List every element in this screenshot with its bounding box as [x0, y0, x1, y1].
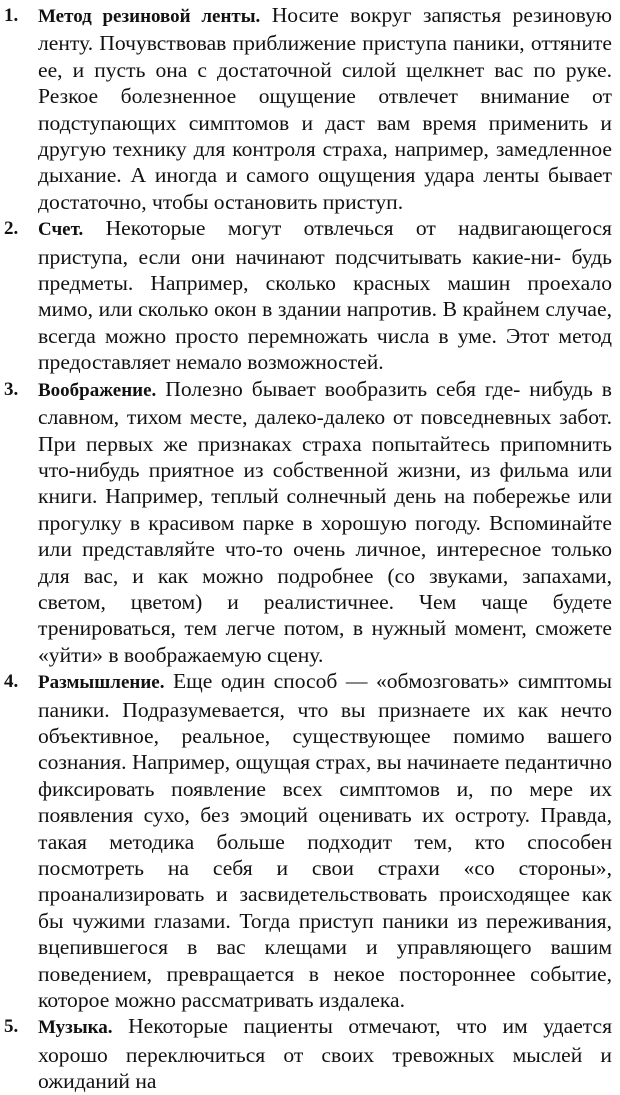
item-text — [38, 215, 612, 375]
list-item — [4, 376, 612, 668]
list-item — [4, 215, 612, 375]
list-item — [4, 1013, 612, 1094]
item-text — [38, 1013, 612, 1094]
item-text — [38, 376, 612, 668]
item-body: Носите вокруг запястья резиновую ленту. Почувствовав приближение приступа паники, оттяните ее, и пусть она с достаточной силой щелкнет вас по руке. Резкое болезненное ощущение отвлечет внимание от подступающих симптомов и даст вам время применить и другую технику для контроля страха, например, замедленное дыхание. А иногда и самого ощущения удара ленты бывает достаточно, чтобы остановить приступ. — [38, 3, 612, 214]
item-number: 4. — [4, 671, 19, 693]
item-term: Счет. — [38, 219, 84, 241]
item-term: Метод резиновой ленты. — [38, 6, 261, 27]
list-item — [4, 668, 612, 1013]
item-term: Размышление. — [38, 672, 165, 694]
item-text — [38, 2, 612, 215]
item-number: 5. — [4, 1016, 19, 1038]
item-number: 1. — [4, 5, 19, 26]
list-item — [4, 2, 612, 215]
item-term: Воображение. — [38, 379, 157, 401]
item-body: Некоторые могут отвлечься от надвигающегося приступа, если они начинают подсчитывать какие-ни- будь предметы. Например, сколько красных машин проехало мимо, или сколько окон в здании напротив. В крайнем случае, всегда можно просто перемножать числа в уме. Этот метод предоставляет немало возможностей. — [38, 216, 612, 375]
item-body: Полезно бывает вообразить себя где- нибудь в славном, тихом месте, далеко-далеко от повседневных забот. При первых же признаках страха попытайтесь припомнить что-нибудь приятное из собственной жизни, из фильма или книги. Например, теплый солнечный день на побережье или прогулку в красивом парке в хорошую погоду. Вспоминайте или представляйте что-то очень личное, интересное только для вас, и как можно подробнее (со звуками, запахами, светом, цветом) и реалистичнее. Чем чаще будете тренироваться, тем легче потом, в нужный момент, сможете «уйти» в воображаемую сцену. — [38, 376, 612, 667]
item-body: Еще один способ — «обмозговать» симптомы паники. Подразумевается, что вы признаете их как нечто объективное, реальное, существующее помимо вашего сознания. Например, ощущая страх, вы начинаете педантично фиксировать появление всех симптомов и, по мере их появления сухо, без эмоций оценивать их остроту. Правда, такая методика больше подходит тем, кто способен посмотреть на себя и свои страхи «со стороны», проанализировать и засвидетельствовать происходящее как бы чужими глазами. Тогда приступ паники из переживания, вцепившегося в вас клещами и управляющего вашим поведением, превращается в некое постороннее событие, которое можно рассматривать издалека. — [38, 669, 612, 1013]
item-number: 3. — [4, 378, 19, 400]
item-term: Музыка. — [38, 1017, 113, 1039]
item-number: 2. — [4, 218, 19, 240]
item-body: Некоторые пациенты отмечают, что им удается хорошо переключиться от своих тревожных мыслей и ожиданий на — [38, 1014, 612, 1094]
item-text — [38, 668, 612, 1013]
